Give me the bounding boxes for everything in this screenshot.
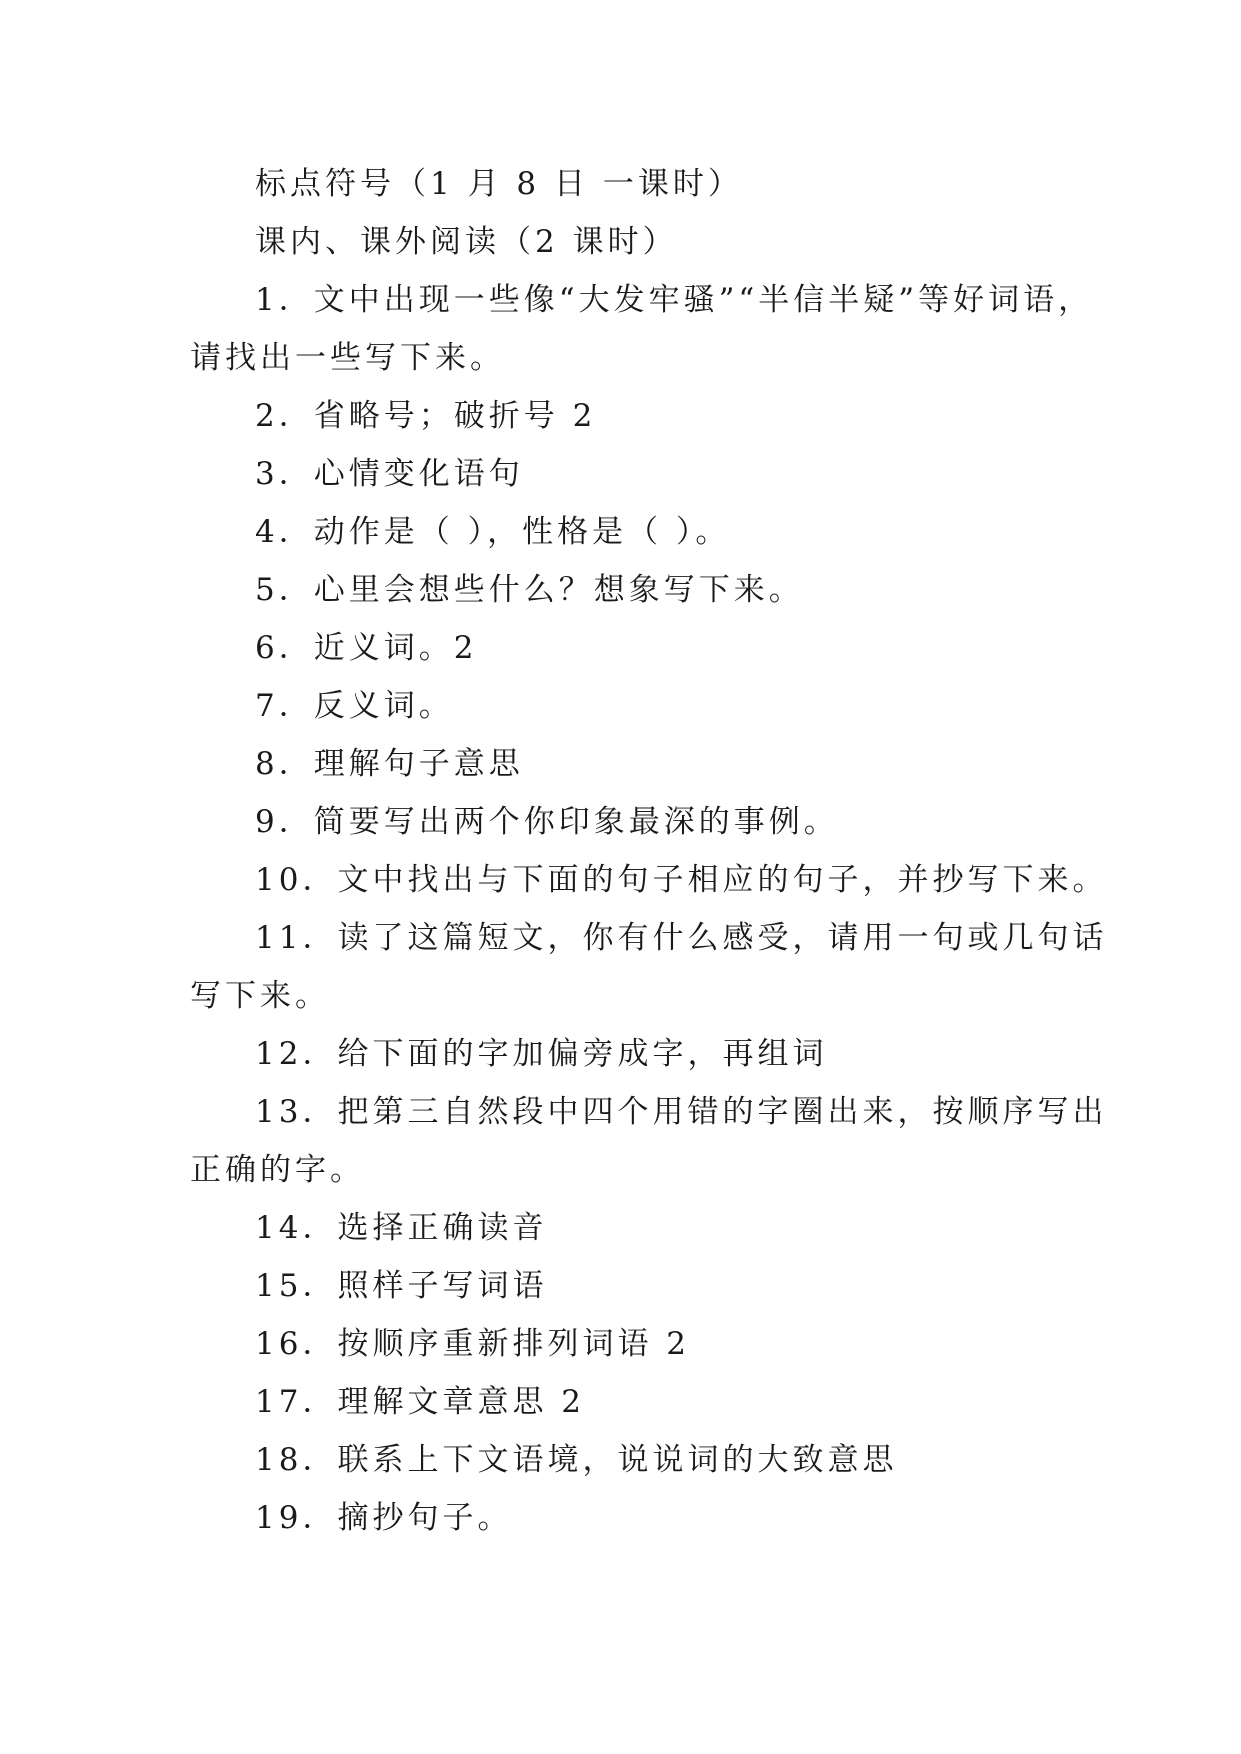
list-item-1-continued: 请找出一些写下来。 <box>190 340 505 376</box>
list-item-15: 15．照样子写词语 <box>255 1268 548 1304</box>
section-heading-reading: 课内、课外阅读（2 课时） <box>255 224 678 260</box>
list-item-13-continued: 正确的字。 <box>190 1152 365 1188</box>
list-item-11-continued: 写下来。 <box>190 978 330 1014</box>
list-item-8: 8．理解句子意思 <box>255 746 524 782</box>
list-item-17: 17．理解文章意思 2 <box>255 1384 586 1420</box>
list-item-2: 2．省略号；破折号 2 <box>255 398 597 434</box>
list-item-5: 5．心里会想些什么？想象写下来。 <box>255 572 804 608</box>
list-item-14: 14．选择正确读音 <box>255 1210 548 1246</box>
list-item-19: 19．摘抄句子。 <box>255 1500 513 1536</box>
list-item-6: 6．近义词。2 <box>255 630 478 666</box>
list-item-9: 9．简要写出两个你印象最深的事例。 <box>255 804 839 840</box>
list-item-12: 12．给下面的字加偏旁成字，再组词 <box>255 1036 828 1072</box>
list-item-18: 18．联系上下文语境，说说词的大致意思 <box>255 1442 898 1478</box>
list-item-1: 1．文中出现一些像“大发牢骚”“半信半疑”等好词语， <box>255 282 1094 318</box>
list-item-7: 7．反义词。 <box>255 688 454 724</box>
list-item-10: 10．文中找出与下面的句子相应的句子，并抄写下来。 <box>255 862 1108 898</box>
list-item-11: 11．读了这篇短文，你有什么感受，请用一句或几句话 <box>255 920 1108 956</box>
list-item-16: 16．按顺序重新排列词语 2 <box>255 1326 691 1362</box>
list-item-4: 4．动作是（ ），性格是（ ）。 <box>255 514 731 550</box>
list-item-3: 3．心情变化语句 <box>255 456 524 492</box>
section-heading-punctuation: 标点符号（1 月 8 日 一课时） <box>255 166 743 202</box>
list-item-13: 13．把第三自然段中四个用错的字圈出来，按顺序写出 <box>255 1094 1108 1130</box>
